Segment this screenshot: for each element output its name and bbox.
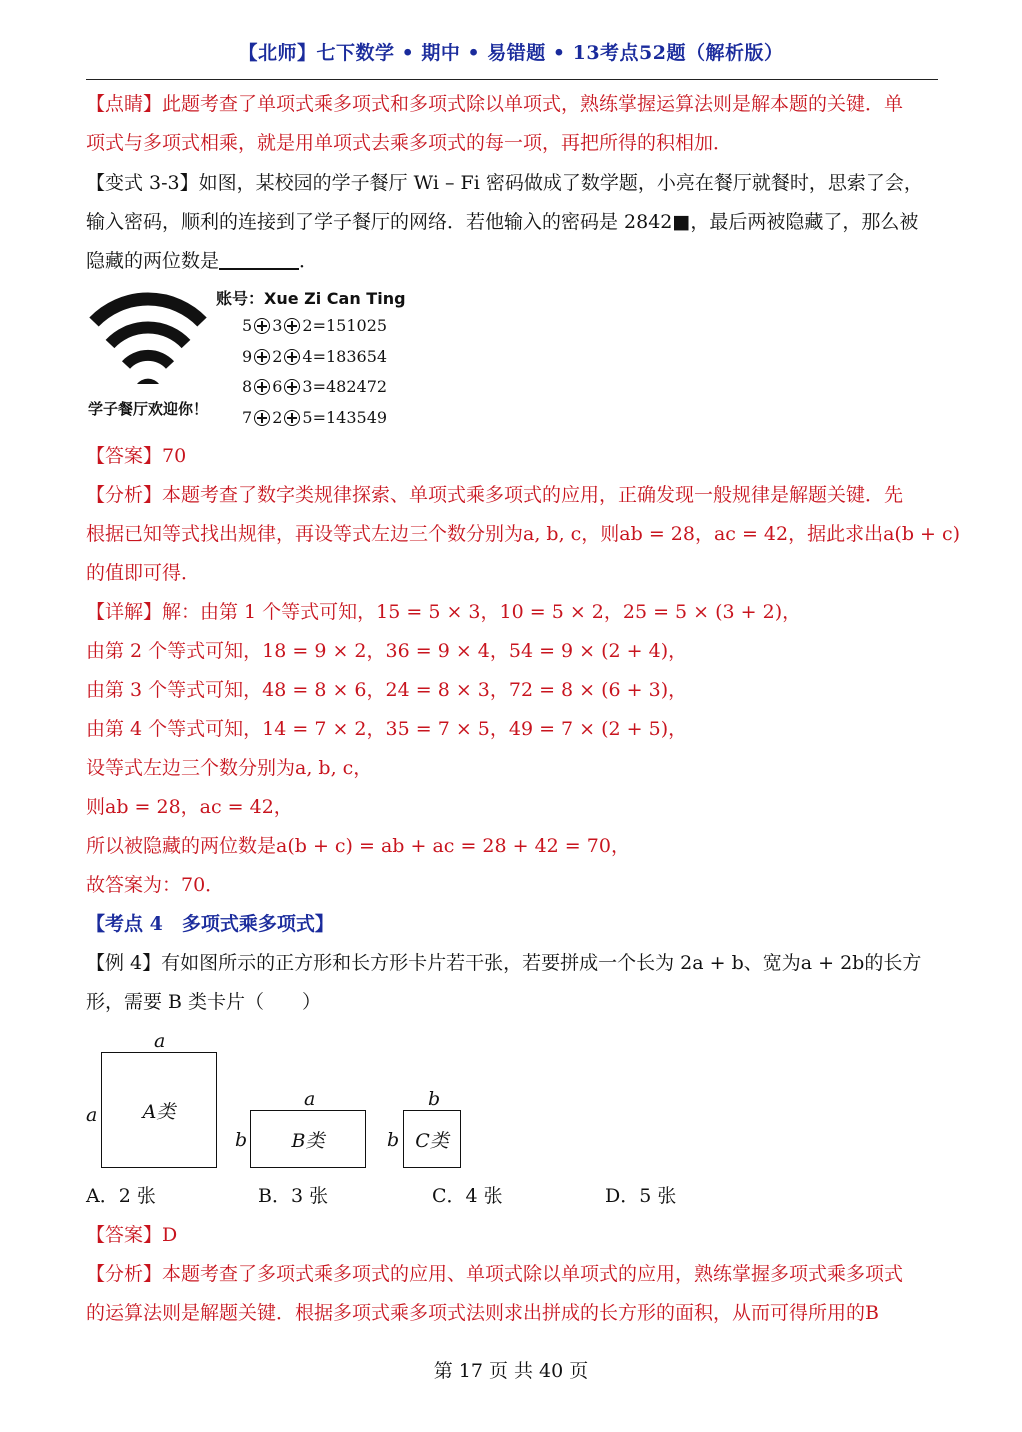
- analysis-2-line-1: 【分析】本题考查了多项式乘多项式的应用、单项式除以单项式的应用，熟练掌握多项式乘多项式: [86, 1263, 904, 1285]
- b-card-side-dim: b: [235, 1129, 248, 1151]
- oplus-icon: [254, 349, 270, 365]
- option-b[interactable]: B．3 张: [258, 1185, 329, 1207]
- eq-num: 6: [272, 377, 283, 396]
- eq-num: 5: [302, 408, 313, 427]
- analysis-2-line-2: 的运算法则是解题关键．根据多项式乘多项式法则求出拼成的长方形的面积，从而可得所用的B: [86, 1302, 879, 1324]
- header-divider: [86, 79, 938, 80]
- cipher-equation: [242, 408, 387, 427]
- b-card-top-dim: a: [304, 1088, 316, 1110]
- variant-line-1: 【变式 3-3】如图，某校园的学子餐厅 Wi – Fi 密码做成了数学题，小亮在餐厅就餐时，思索了会，: [86, 172, 923, 194]
- variant-line-3-text: 隐藏的两位数是: [86, 250, 220, 272]
- eq-num: 2: [272, 347, 283, 366]
- a-card-side-dim: a: [86, 1104, 98, 1126]
- card-c: [403, 1110, 461, 1168]
- card-c-label: C类: [415, 1129, 449, 1152]
- option-d[interactable]: D．5 张: [605, 1185, 677, 1207]
- eq-result: =143549: [312, 408, 388, 427]
- oplus-icon: [284, 379, 300, 395]
- detail-line: 则ab = 28，ac = 42，: [86, 796, 293, 818]
- section-heading-kaodian-4: 【考点 4 多项式乘多项式】: [86, 913, 334, 935]
- c-card-top-dim: b: [428, 1088, 441, 1110]
- page-header: 【北师】七下数学 • 期中 • 易错题 • 13考点52题（解析版）: [238, 42, 784, 64]
- card-a: [101, 1052, 217, 1168]
- detail-line: 设等式左边三个数分别为a, b, c，: [86, 757, 373, 779]
- eq-num: 8: [242, 377, 253, 396]
- answer-1: 【答案】70: [86, 445, 187, 467]
- variant-line-3: 隐藏的两位数是 ．: [86, 250, 319, 272]
- detail-line: 故答案为：70．: [86, 874, 225, 896]
- eq-num: 3: [272, 316, 283, 335]
- detail-line: 由第 4 个等式可知，14 = 7 × 2，35 = 7 × 5，49 = 7 × (2 + 5)，: [86, 718, 688, 740]
- c-card-side-dim: b: [387, 1129, 400, 1151]
- card-b-label: B类: [291, 1129, 325, 1152]
- eq-num: 5: [242, 316, 253, 335]
- cipher-equation: [242, 377, 387, 396]
- detail-line: 由第 3 个等式可知，48 = 8 × 6，24 = 8 × 3，72 = 8 × (6 + 3)，: [86, 679, 688, 701]
- detail-line: 所以被隐藏的两位数是a(b + c) = ab + ac = 28 + 42 = 70，: [86, 835, 630, 857]
- answer-2: 【答案】D: [86, 1224, 178, 1246]
- wifi-account-label: 账号：Xue Zi Can Ting: [216, 289, 406, 308]
- eq-num: 9: [242, 347, 253, 366]
- card-b: [250, 1110, 366, 1168]
- example-4-line-1: 【例 4】有如图所示的正方形和长方形卡片若干张，若要拼成一个长为 2a + b、宽为a + 2b的长方: [86, 952, 922, 974]
- wifi-icon: [88, 292, 208, 392]
- eq-num: 2: [302, 316, 313, 335]
- wifi-caption: 学子餐厅欢迎你！: [88, 400, 209, 418]
- cipher-equation: [242, 316, 387, 335]
- oplus-icon: [254, 318, 270, 334]
- eq-num: 3: [302, 377, 313, 396]
- eq-num: 4: [302, 347, 313, 366]
- oplus-icon: [284, 318, 300, 334]
- oplus-icon: [254, 379, 270, 395]
- oplus-icon: [284, 410, 300, 426]
- analysis-1-line-3: 的值即可得．: [86, 562, 201, 584]
- option-a[interactable]: A．2 张: [86, 1185, 156, 1207]
- dianjing-line-1: 【点睛】此题考查了单项式乘多项式和多项式除以单项式，熟练掌握运算法则是解本题的关键．单: [86, 93, 904, 115]
- eq-result: =151025: [312, 316, 388, 335]
- detail-line: 由第 2 个等式可知，18 = 9 × 2，36 = 9 × 4，54 = 9 × (2 + 4)，: [86, 640, 688, 662]
- analysis-1-line-1: 【分析】本题考查了数字类规律探索、单项式乘多项式的应用，正确发现一般规律是解题关键．先: [86, 484, 904, 506]
- example-4-line-2: 形，需要 B 类卡片（ ）: [86, 991, 322, 1013]
- dianjing-line-2: 项式与多项式相乘，就是用单项式去乘多项式的每一项，再把所得的积相加．: [86, 132, 733, 154]
- oplus-icon: [284, 349, 300, 365]
- eq-num: 2: [272, 408, 283, 427]
- eq-result: =482472: [312, 377, 388, 396]
- a-card-top-dim: a: [154, 1030, 166, 1052]
- variant-line-2: 输入密码，顺利的连接到了学子餐厅的网络．若他输入的密码是 2842■，最后两被隐藏了，那么被: [86, 211, 919, 233]
- card-a-label: A类: [142, 1100, 176, 1123]
- answer-blank: [219, 250, 299, 270]
- detail-line: 【详解】解：由第 1 个等式可知，15 = 5 × 3，10 = 5 × 2，25 = 5 × (3 + 2)，: [86, 601, 802, 623]
- eq-result: =183654: [312, 347, 388, 366]
- oplus-icon: [254, 410, 270, 426]
- eq-num: 7: [242, 408, 253, 427]
- option-c[interactable]: C．4 张: [432, 1185, 503, 1207]
- page-footer: 第 17 页 共 40 页: [433, 1360, 589, 1382]
- cipher-equation: [242, 347, 387, 366]
- analysis-1-line-2: 根据已知等式找出规律，再设等式左边三个数分别为a, b, c，则ab = 28，ac = 42，据此求出a(b + c): [86, 523, 961, 545]
